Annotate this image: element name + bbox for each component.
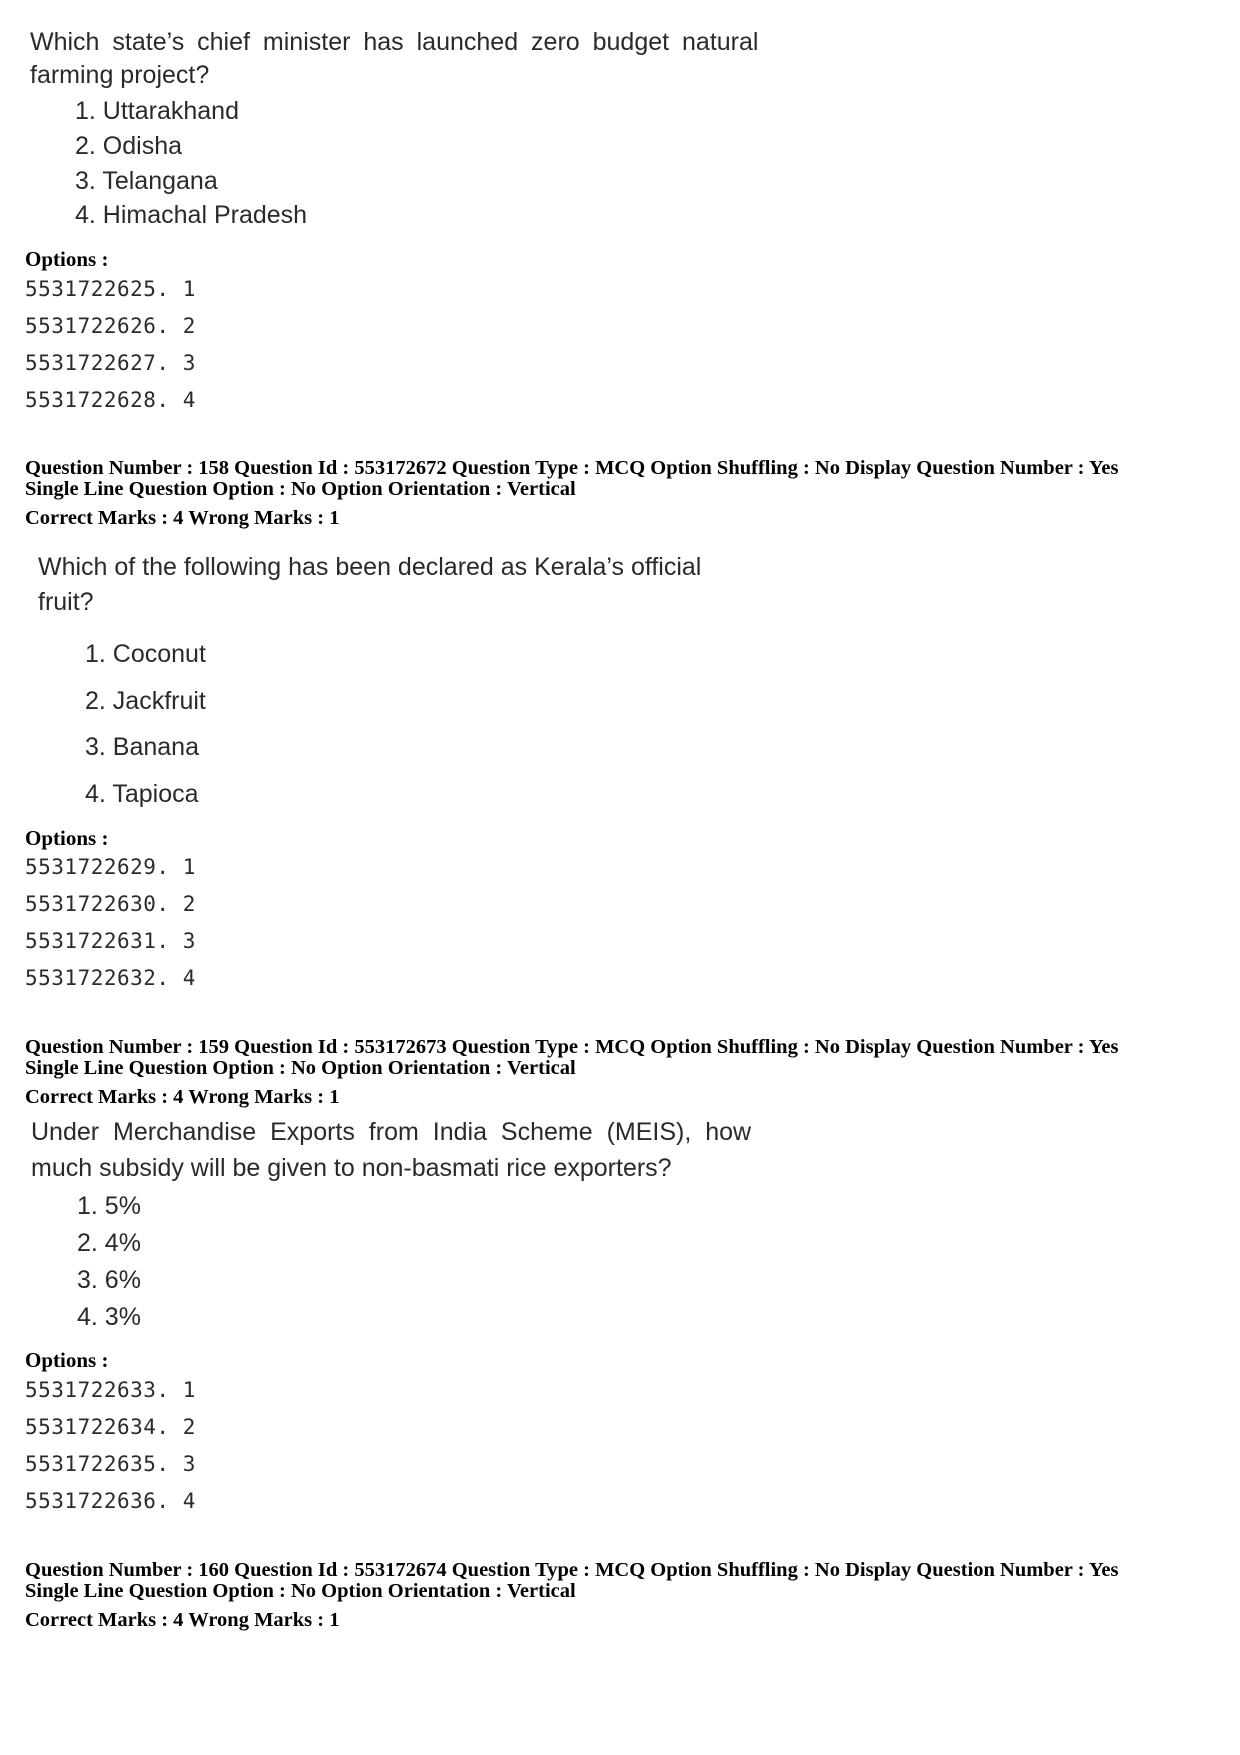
question-meta-line: Question Number : 159 Question Id : 553172673 Question Type : MCQ Option Shuffling : No Display Question Number : Yes: [25, 1036, 1119, 1058]
marks-line: Correct Marks : 4 Wrong Marks : 1: [25, 507, 340, 529]
question-meta-line: Single Line Question Option : No Option Orientation : Vertical: [25, 478, 576, 500]
choice-item: 3. 6%: [77, 1266, 141, 1294]
question-meta-line: Single Line Question Option : No Option Orientation : Vertical: [25, 1057, 576, 1079]
option-row: 5531722630. 2: [25, 892, 196, 916]
question-text-line: farming project?: [30, 61, 210, 89]
option-row: 5531722628. 4: [25, 388, 196, 412]
option-row: 5531722632. 4: [25, 966, 196, 990]
choice-item: 1. 5%: [77, 1192, 141, 1220]
marks-line: Correct Marks : 4 Wrong Marks : 1: [25, 1609, 340, 1631]
choice-item: 2. Jackfruit: [85, 687, 206, 715]
choice-item: 2. Odisha: [75, 132, 183, 160]
option-row: 5531722631. 3: [25, 929, 196, 953]
options-heading: Options :: [25, 826, 109, 850]
question-text-line: Which of the following has been declared as Kerala’s official: [38, 553, 702, 581]
choice-item: 4. Tapioca: [85, 780, 199, 808]
question-text-line: much subsidy will be given to non-basmati rice exporters?: [31, 1154, 672, 1182]
option-row: 5531722634. 2: [25, 1415, 196, 1439]
choice-item: 3. Banana: [85, 733, 199, 761]
option-row: 5531722635. 3: [25, 1452, 196, 1476]
option-row: 5531722629. 1: [25, 855, 196, 879]
question-meta-line: Question Number : 158 Question Id : 553172672 Question Type : MCQ Option Shuffling : No Display Question Number : Yes: [25, 457, 1119, 479]
question-meta-line: Single Line Question Option : No Option Orientation : Vertical: [25, 1580, 576, 1602]
question-text-line: Which state’s chief minister has launched zero budget natural: [30, 28, 759, 56]
choice-item: 2. 4%: [77, 1229, 141, 1257]
question-text-line: Under Merchandise Exports from India Scheme (MEIS), how: [31, 1118, 752, 1146]
option-row: 5531722626. 2: [25, 314, 196, 338]
options-heading: Options :: [25, 1348, 109, 1372]
marks-line: Correct Marks : 4 Wrong Marks : 1: [25, 1086, 340, 1108]
question-meta-line: Question Number : 160 Question Id : 553172674 Question Type : MCQ Option Shuffling : No Display Question Number : Yes: [25, 1559, 1119, 1581]
option-row: 5531722633. 1: [25, 1378, 196, 1402]
question-text-line: fruit?: [38, 588, 94, 616]
choice-item: 3. Telangana: [75, 167, 218, 195]
option-row: 5531722636. 4: [25, 1489, 196, 1513]
choice-item: 1. Uttarakhand: [75, 97, 239, 125]
choice-item: 4. 3%: [77, 1303, 141, 1331]
choice-item: 1. Coconut: [85, 640, 206, 668]
options-heading: Options :: [25, 247, 109, 271]
choice-item: 4. Himachal Pradesh: [75, 201, 308, 229]
option-row: 5531722625. 1: [25, 277, 196, 301]
option-row: 5531722627. 3: [25, 351, 196, 375]
